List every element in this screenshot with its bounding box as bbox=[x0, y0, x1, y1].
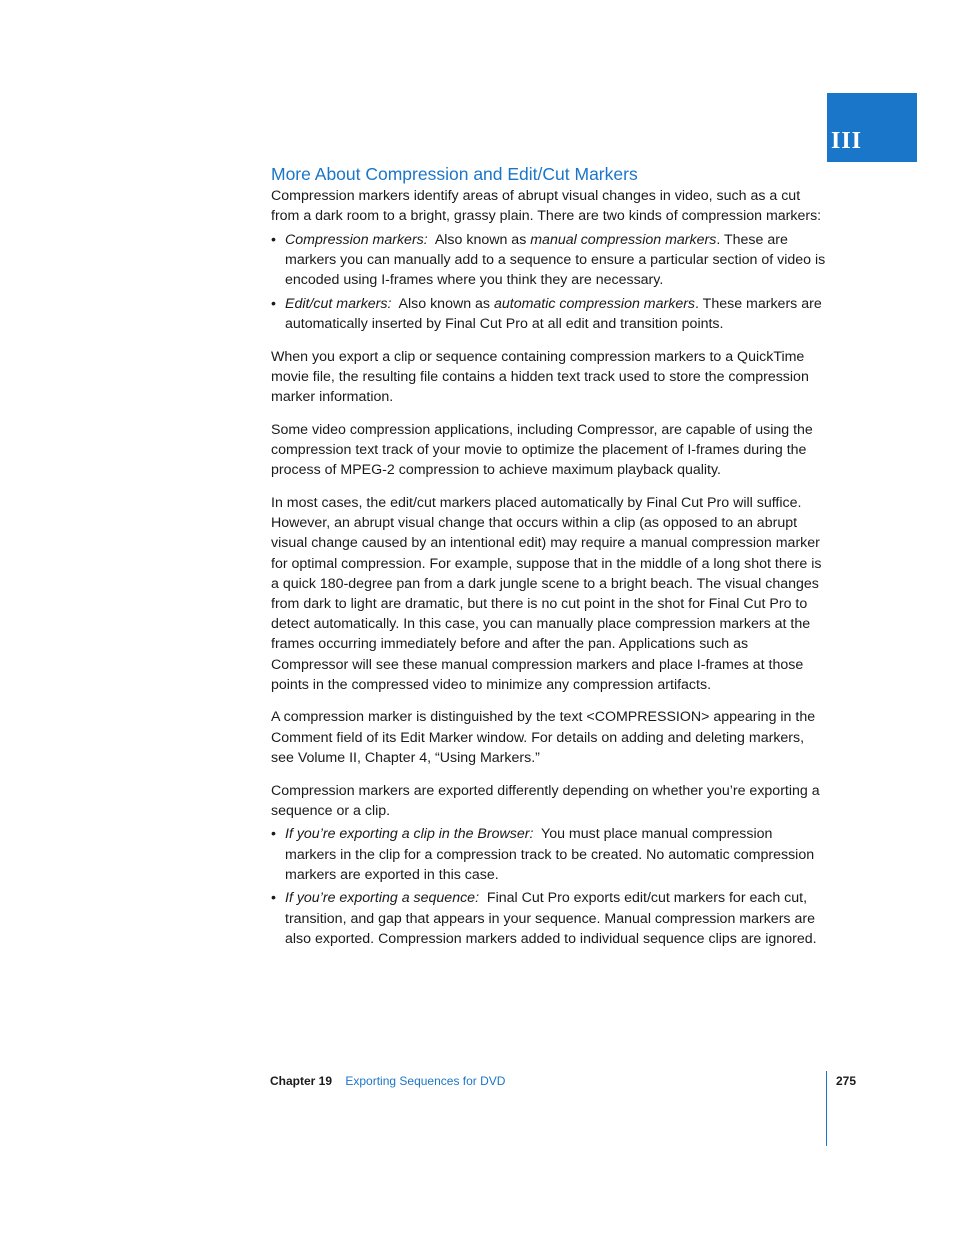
list-item-text: . These are markers you can manually add to a sequence to ensure a particular section of video is encoded using I-frames where you think they are necessary. bbox=[285, 231, 826, 289]
body-paragraph: A compression marker is distinguished by the text <COMPRESSION> appearing in the Comment field of its Edit Marker window. For details on adding and deleting markers, see Volume II, Chapter 4, “Using Markers.” bbox=[271, 709, 816, 766]
body-paragraph: In most cases, the edit/cut markers placed automatically by Final Cut Pro will suffice. However, an abrupt visual change that occurs within a clip (as opposed to an abrupt visual change caused by an intentional edit) may require a manual compression marker for optimal compression. For example, suppose that in the middle of a long shot there is a quick 180-degree pan from a dark jungle scene to a bright beach. The visual changes from dark to light are dramatic, but there is no cut point in the shot for Final Cut Pro to detect automatically. In this case, you can manually place compression markers at the frames occurring immediately before and after the pan. Applications such as Compressor will see these manual compression markers and place I-frames at those points in the compressed video to minimize any compression artifacts. bbox=[271, 494, 822, 693]
section-heading: More About Compression and Edit/Cut Markers bbox=[271, 164, 638, 184]
list-item-term: If you’re exporting a clip in the Browser: bbox=[285, 826, 534, 843]
body-paragraph: Some video compression applications, including Compressor, are capable of using the compression text track of your movie to optimize the placement of I-frames during the process of MPEG-2 compression to achieve maximum playback quality. bbox=[271, 421, 813, 479]
list-item bbox=[271, 230, 827, 291]
export-cases-list bbox=[271, 824, 827, 949]
list-item-text: Final Cut Pro exports edit/cut markers for each cut, transition, and gap that appears in your sequence. Manual compression markers are also exported. Compression markers added to individual sequence clips are ignored. bbox=[285, 890, 817, 947]
page-footer bbox=[270, 1073, 505, 1089]
list-item bbox=[271, 888, 827, 949]
list-item bbox=[271, 294, 827, 334]
part-tab-label: III bbox=[831, 128, 863, 154]
page-number: 275 bbox=[836, 1074, 857, 1088]
body-paragraph: When you export a clip or sequence containing compression markers to a QuickTime movie file, the resulting file contains a hidden text track used to store the compression marker information. bbox=[271, 348, 809, 406]
chapter-label: Chapter 19 bbox=[270, 1074, 333, 1088]
list-item-text: Also known as bbox=[434, 231, 531, 248]
list-item-text: You must place manual compression markers in the clip for a compression track to be created. No automatic compression markers are exported in this case. bbox=[285, 826, 815, 883]
list-item-emphasis: automatic compression markers bbox=[493, 295, 696, 312]
part-tab bbox=[827, 93, 917, 162]
page-content bbox=[271, 160, 827, 952]
footer-divider bbox=[826, 1071, 827, 1146]
list-item bbox=[271, 824, 827, 885]
list-item-text: Also known as bbox=[398, 295, 494, 312]
body-paragraph: Compression markers are exported differently depending on whether you’re exporting a sequence or a clip. bbox=[271, 782, 820, 819]
list-item-term: If you’re exporting a sequence: bbox=[285, 890, 480, 907]
marker-kinds-list bbox=[271, 230, 827, 334]
list-item-text: . These markers are automatically inserted by Final Cut Pro at all edit and transition points. bbox=[285, 295, 822, 333]
intro-paragraph: Compression markers identify areas of abrupt visual changes in video, such as a cut from a dark room to a bright, grassy plain. There are two kinds of compression markers: bbox=[271, 188, 822, 225]
chapter-title: Exporting Sequences for DVD bbox=[345, 1074, 506, 1088]
list-item-term: Edit/cut markers: bbox=[285, 295, 392, 312]
list-item-term: Compression markers: bbox=[285, 231, 428, 248]
list-item-emphasis: manual compression markers bbox=[530, 231, 717, 248]
